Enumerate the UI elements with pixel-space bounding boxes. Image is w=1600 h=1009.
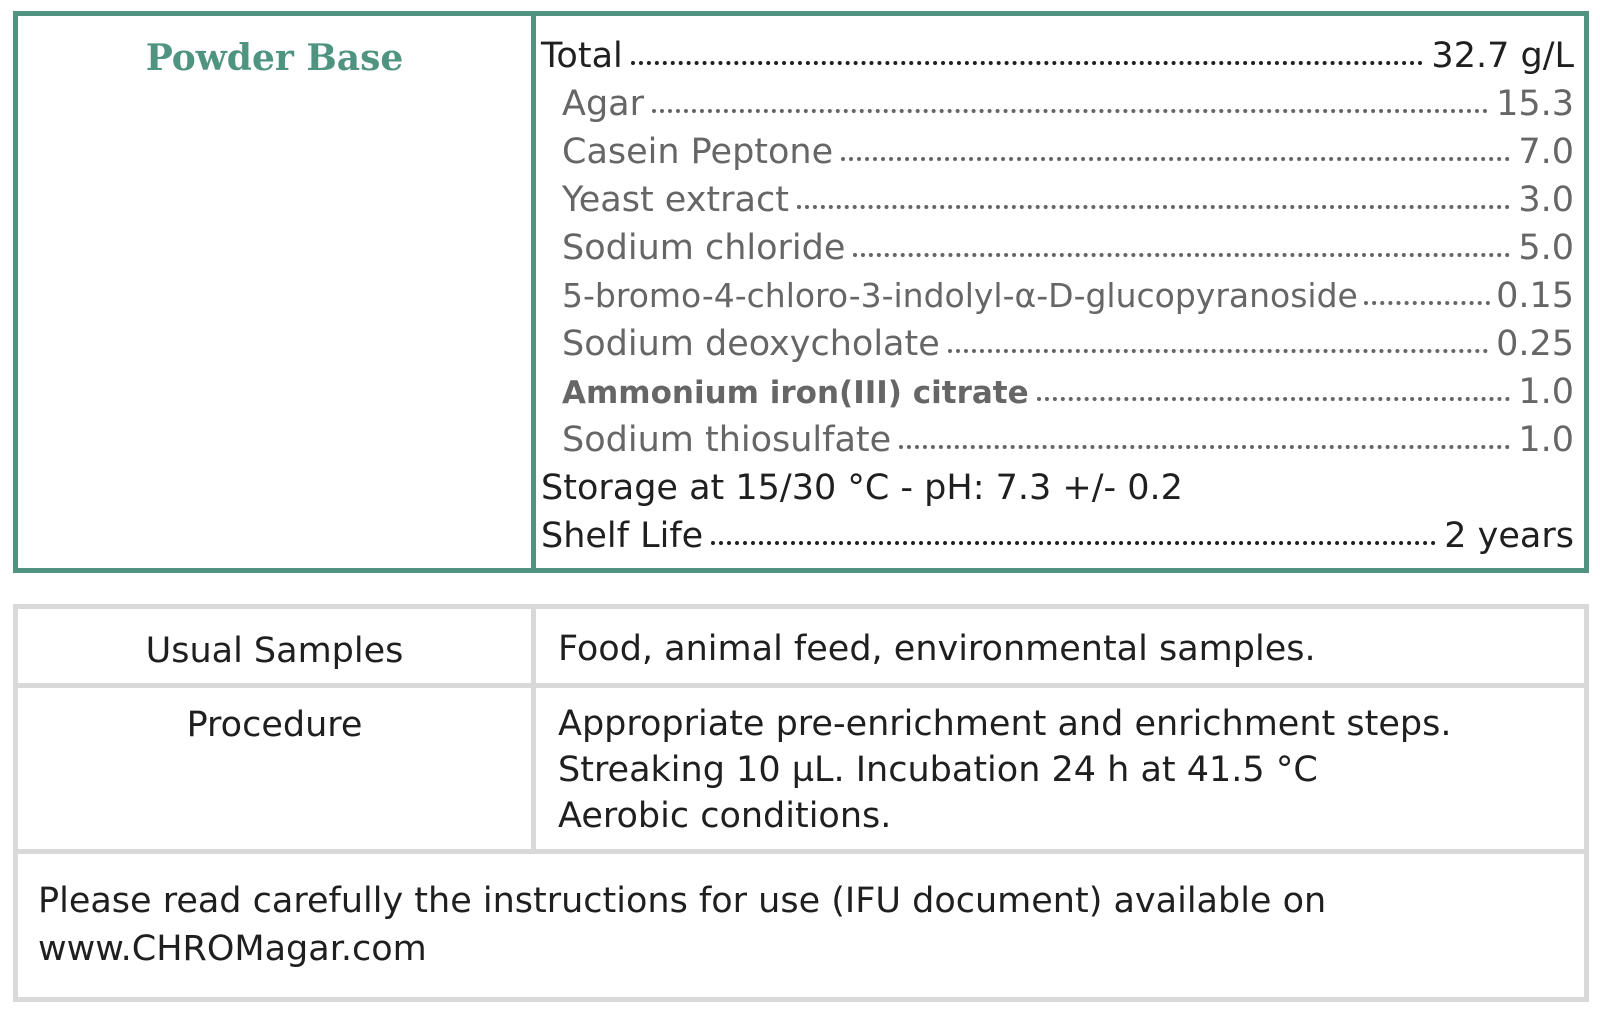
ingredient-value: 1.0 [1518, 420, 1574, 460]
powder-base-panel [13, 11, 1589, 573]
procedure-line: Appropriate pre-enrichment and enrichment steps. [558, 704, 1452, 744]
ingredient-value: 0.15 [1496, 276, 1574, 316]
dot-leader [711, 541, 1436, 545]
dot-leader [797, 205, 1510, 209]
procedure-line: Aerobic conditions. [558, 796, 892, 836]
ingredient-row [541, 180, 1574, 228]
info-table [13, 604, 1589, 1002]
ingredient-value: 5.0 [1518, 228, 1574, 268]
shelf-life-label: Shelf Life [541, 516, 704, 556]
ingredient-label: Sodium chloride [562, 228, 846, 268]
dot-leader [631, 61, 1424, 65]
dot-leader [948, 349, 1488, 353]
ingredient-row [541, 84, 1574, 132]
ingredient-label: Yeast extract [562, 180, 789, 220]
procedure-label: Procedure [186, 705, 363, 745]
column-divider [531, 609, 536, 854]
ingredient-row [541, 372, 1574, 420]
total-row [541, 36, 1574, 84]
procedure-line: Streaking 10 µL. Incubation 24 h at 41.5 °C [558, 750, 1318, 790]
total-value: 32.7 g/L [1431, 36, 1574, 76]
ingredient-value: 0.25 [1496, 324, 1574, 364]
usual-samples-value: Food, animal feed, environmental samples. [558, 629, 1316, 669]
dot-leader [899, 445, 1510, 449]
row-divider [18, 683, 1584, 688]
dot-leader [652, 109, 1488, 113]
composition-list [541, 36, 1574, 564]
shelf-life-value: 2 years [1444, 516, 1574, 556]
column-divider [531, 16, 536, 568]
ingredient-value: 7.0 [1518, 132, 1574, 172]
ingredient-label: Casein Peptone [562, 132, 834, 172]
ingredient-row [541, 276, 1574, 324]
dot-leader [1037, 397, 1511, 401]
usual-samples-text [558, 625, 1316, 673]
storage-text: Storage at 15/30 °C - pH: 7.3 +/- 0.2 [541, 468, 1183, 508]
ingredient-label: Sodium thiosulfate [562, 420, 892, 460]
dot-leader [841, 157, 1510, 161]
ifu-note [38, 877, 1326, 973]
ingredient-label: Sodium deoxycholate [562, 324, 940, 364]
ingredient-label: 5-bromo-4-chloro-3-indolyl-α-D-glucopyranoside [562, 276, 1358, 315]
ingredient-row [541, 132, 1574, 180]
ingredient-row [541, 420, 1574, 468]
total-label: Total [541, 36, 623, 76]
dot-leader [853, 253, 1510, 257]
powder-base-heading: Powder Base [145, 37, 404, 79]
storage-row [541, 468, 1574, 516]
ingredient-row [541, 228, 1574, 276]
ingredient-value: 3.0 [1518, 180, 1574, 220]
ingredient-label: Ammonium iron(III) citrate [562, 375, 1029, 411]
ifu-note-line: Please read carefully the instructions for use (IFU document) available on [38, 881, 1327, 921]
ingredient-value: 1.0 [1518, 372, 1574, 412]
ingredient-value: 15.3 [1496, 84, 1574, 124]
ifu-note-link: www.CHROMagar.com [38, 929, 427, 969]
row-divider [18, 849, 1584, 854]
dot-leader [1364, 301, 1490, 305]
ingredient-row [541, 324, 1574, 372]
procedure-text [558, 701, 1451, 839]
usual-samples-label: Usual Samples [145, 631, 404, 671]
shelf-life-row [541, 516, 1574, 564]
ingredient-label: Agar [562, 84, 644, 124]
